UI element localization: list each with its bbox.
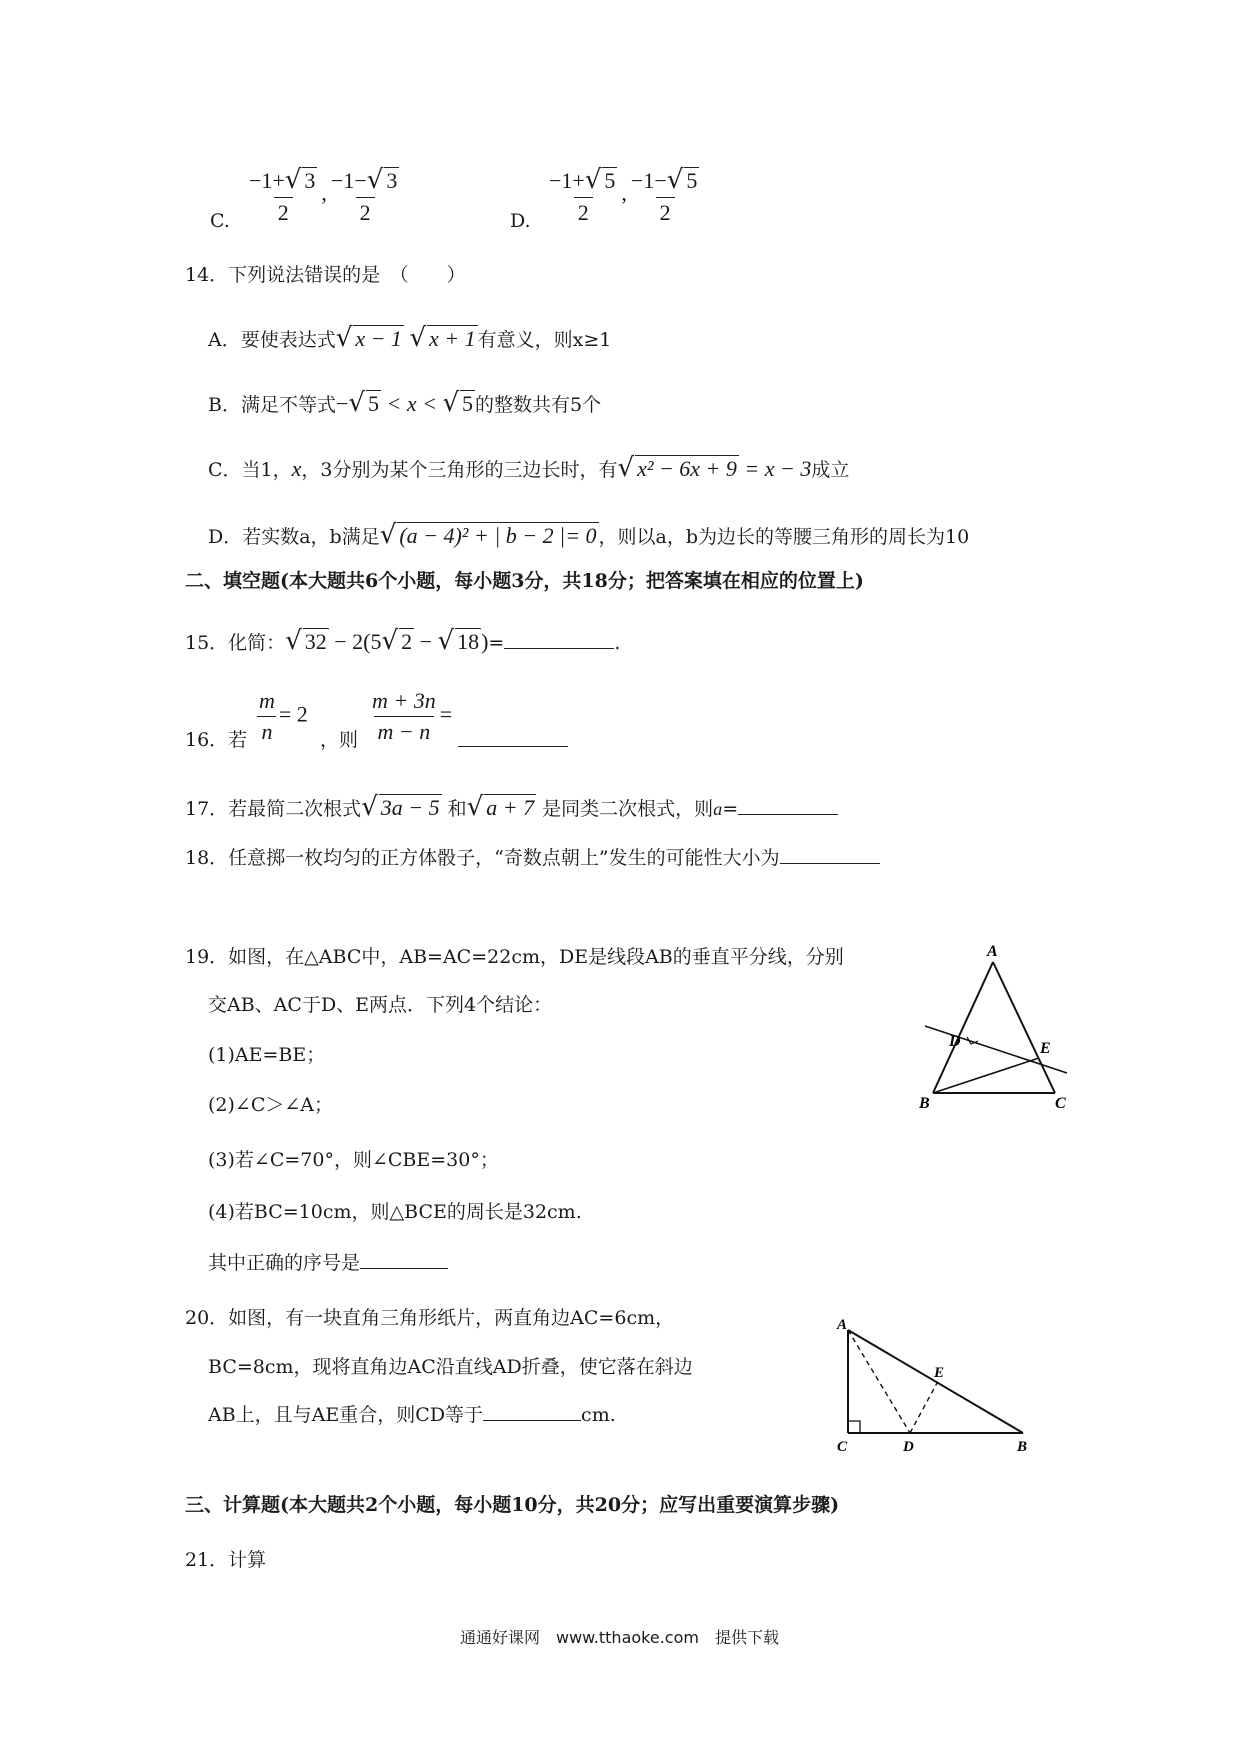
segment-de xyxy=(910,1383,937,1433)
q14-stem: 14．下列说法错误的是 （ ） xyxy=(185,264,466,286)
fraction: $\frac{-1+√ 5}{2}$ xyxy=(549,165,616,225)
q18: 18．任意掷一枚均匀的正方体骰子，“奇数点朝上”发生的可能性大小为 xyxy=(185,843,880,870)
q19-item1: (1)AE=BE； xyxy=(208,1044,326,1066)
page-footer: 通通好课网 www.tthaoke.com 提供下载 xyxy=(460,1628,779,1647)
q14-option-a: A．要使表达式√ x − 1 √ x + 1 有意义，则x≥1 xyxy=(208,323,612,353)
q17: 17．若最简二次根式√ 3a − 5 和√ a + 7 是同类二次根式，则a= xyxy=(185,792,838,822)
q14-option-b: B．满足不等式−√ 5 < x < √ 5 的整数共有5个 xyxy=(208,388,602,418)
q19-triangle-figure xyxy=(915,940,1075,1120)
q14-option-d: D．若实数a，b满足√ (a − 4)² + | b − 2 |= 0 ，则以a，b为边长的等腰三角形的周长为10 xyxy=(208,520,970,550)
q16-expression: $\frac{m + 3n}{m - n}$ = xyxy=(372,688,453,744)
segment-be xyxy=(933,1058,1039,1093)
q20-line2: BC=8cm，现将直角边AC沿直线AD折叠，使它落在斜边 xyxy=(208,1356,693,1378)
q20-line1: 20．如图，有一块直角三角形纸片，两直角边AC=6cm， xyxy=(185,1307,675,1329)
section-2-heading: 二、填空题(本大题共6个小题，每小题3分，共18分；把答案填在相应的位置上) xyxy=(185,570,864,592)
label-e: E xyxy=(1040,1040,1051,1057)
label-d: D xyxy=(903,1439,914,1455)
q19-ask: 其中正确的序号是 xyxy=(208,1248,448,1275)
q20-right-triangle-figure xyxy=(825,1315,1045,1455)
q19-answer-blank[interactable] xyxy=(360,1250,448,1269)
fraction: $\frac{-1-√ 3}{2}$ xyxy=(330,165,398,225)
q13-option-d-expression: $\frac{-1+√ 5}{2}$ , $\frac{-1-√ 5}{2}$ xyxy=(545,165,703,226)
label-b: B xyxy=(1017,1439,1028,1455)
segment-ab xyxy=(933,962,993,1093)
label-a: A xyxy=(837,1317,848,1333)
q15: 15．化简：√ 32 − 2(5√ 2 − √ 18)= . xyxy=(185,626,621,656)
q16-then: ，则 xyxy=(320,729,359,751)
fraction: $\frac{-1+√ 3}{2}$ xyxy=(249,165,316,225)
fraction: $\frac{-1-√ 5}{2}$ xyxy=(630,165,698,225)
q16-condition: $\frac{m}{n}$ = 2 xyxy=(259,688,308,744)
label-c: C xyxy=(837,1439,848,1455)
q13-option-c-label: C. xyxy=(210,210,230,232)
q16-label: 16．若 xyxy=(185,729,248,751)
q20-answer-blank[interactable] xyxy=(483,1402,581,1421)
q19-item2: (2)∠C＞∠A； xyxy=(208,1094,334,1116)
label-a: A xyxy=(987,943,998,960)
segment-ab xyxy=(848,1330,1023,1433)
label-c: C xyxy=(1055,1095,1066,1112)
segment-ac xyxy=(993,962,1055,1093)
fold-line-ad xyxy=(848,1330,910,1433)
q13-option-c-expression: $\frac{-1+√ 3}{2}$ , $\frac{-1-√ 3}{2}$ xyxy=(245,165,403,226)
label-d: D xyxy=(949,1033,961,1050)
q13-option-d-label: D. xyxy=(510,210,531,232)
q20-line3: AB上，且与AE重合，则CD等于 cm. xyxy=(208,1404,616,1426)
q18-answer-blank[interactable] xyxy=(780,845,880,864)
section-3-heading: 三、计算题(本大题共2个小题，每小题10分，共20分；应写出重要演算步骤) xyxy=(185,1494,840,1516)
q16-answer-blank[interactable] xyxy=(458,728,568,747)
label-e: E xyxy=(934,1365,945,1381)
q17-answer-blank[interactable] xyxy=(738,796,838,815)
q19-line2: 交AB、AC于D、E两点．下列4个结论： xyxy=(208,994,553,1016)
label-b: B xyxy=(919,1095,930,1112)
q19-item3: (3)若∠C=70°，则∠CBE=30°； xyxy=(208,1149,499,1171)
q21: 21．计算 xyxy=(185,1549,267,1571)
q19-line1: 19．如图，在△ABC中，AB=AC=22cm，DE是线段AB的垂直平分线，分别 xyxy=(185,946,844,968)
right-angle-mark xyxy=(848,1421,860,1433)
q19-item4: (4)若BC=10cm，则△BCE的周长是32cm. xyxy=(208,1201,582,1223)
q15-answer-blank[interactable] xyxy=(504,630,614,649)
q14-option-c: C．当1，x，3分别为某个三角形的三边长时，有√ x² − 6x + 9 = x − 3成立 xyxy=(208,453,850,483)
